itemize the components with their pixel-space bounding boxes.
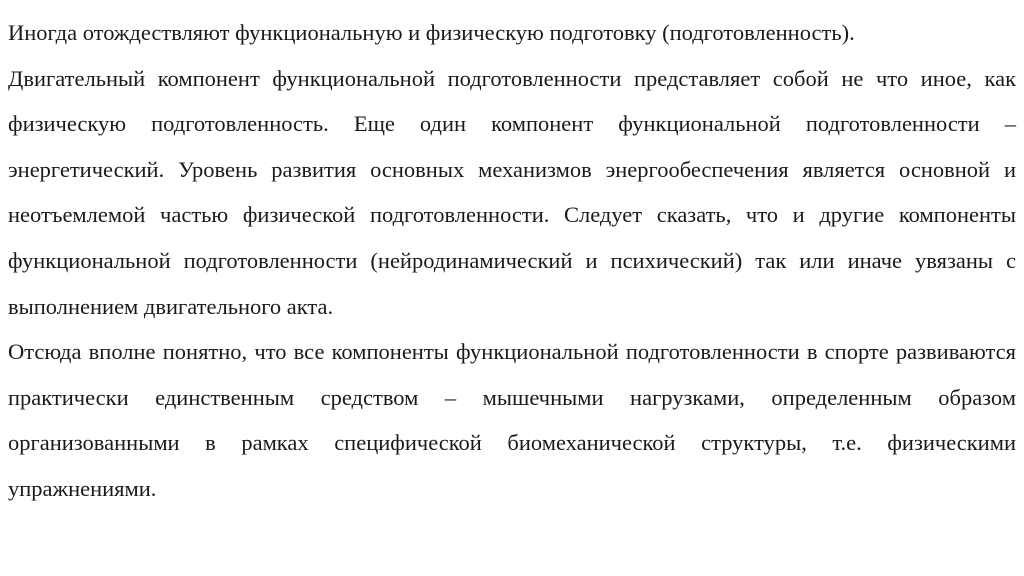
document-body	[8, 10, 1016, 512]
paragraph-motor-component: Двигательный компонент функциональной подготовленности представляет собой не что иное, как физическую подготовленность. Еще один компонент функциональной подготовленности – энергетический. Уровень развития основных механизмов энергообеспечения является основной и неотъемлемой частью физической подготовленности. Следует сказать, что и другие компоненты функциональной подготовленности (нейродинамический и психический) так или иначе увязаны с выполнением двигательного акта.	[8, 65, 1016, 319]
paragraph-conclusion: Отсюда вполне понятно, что все компоненты функциональной подготовленности в спорте развиваются практически единственным средством – мышечными нагрузками, определенным образом организованными в рамках специфической биомеханической структуры, т.е. физическими упражнениями.	[8, 339, 1016, 501]
paragraph-intro: Иногда отождествляют функциональную и физическую подготовку (подготовленность).	[8, 20, 855, 45]
